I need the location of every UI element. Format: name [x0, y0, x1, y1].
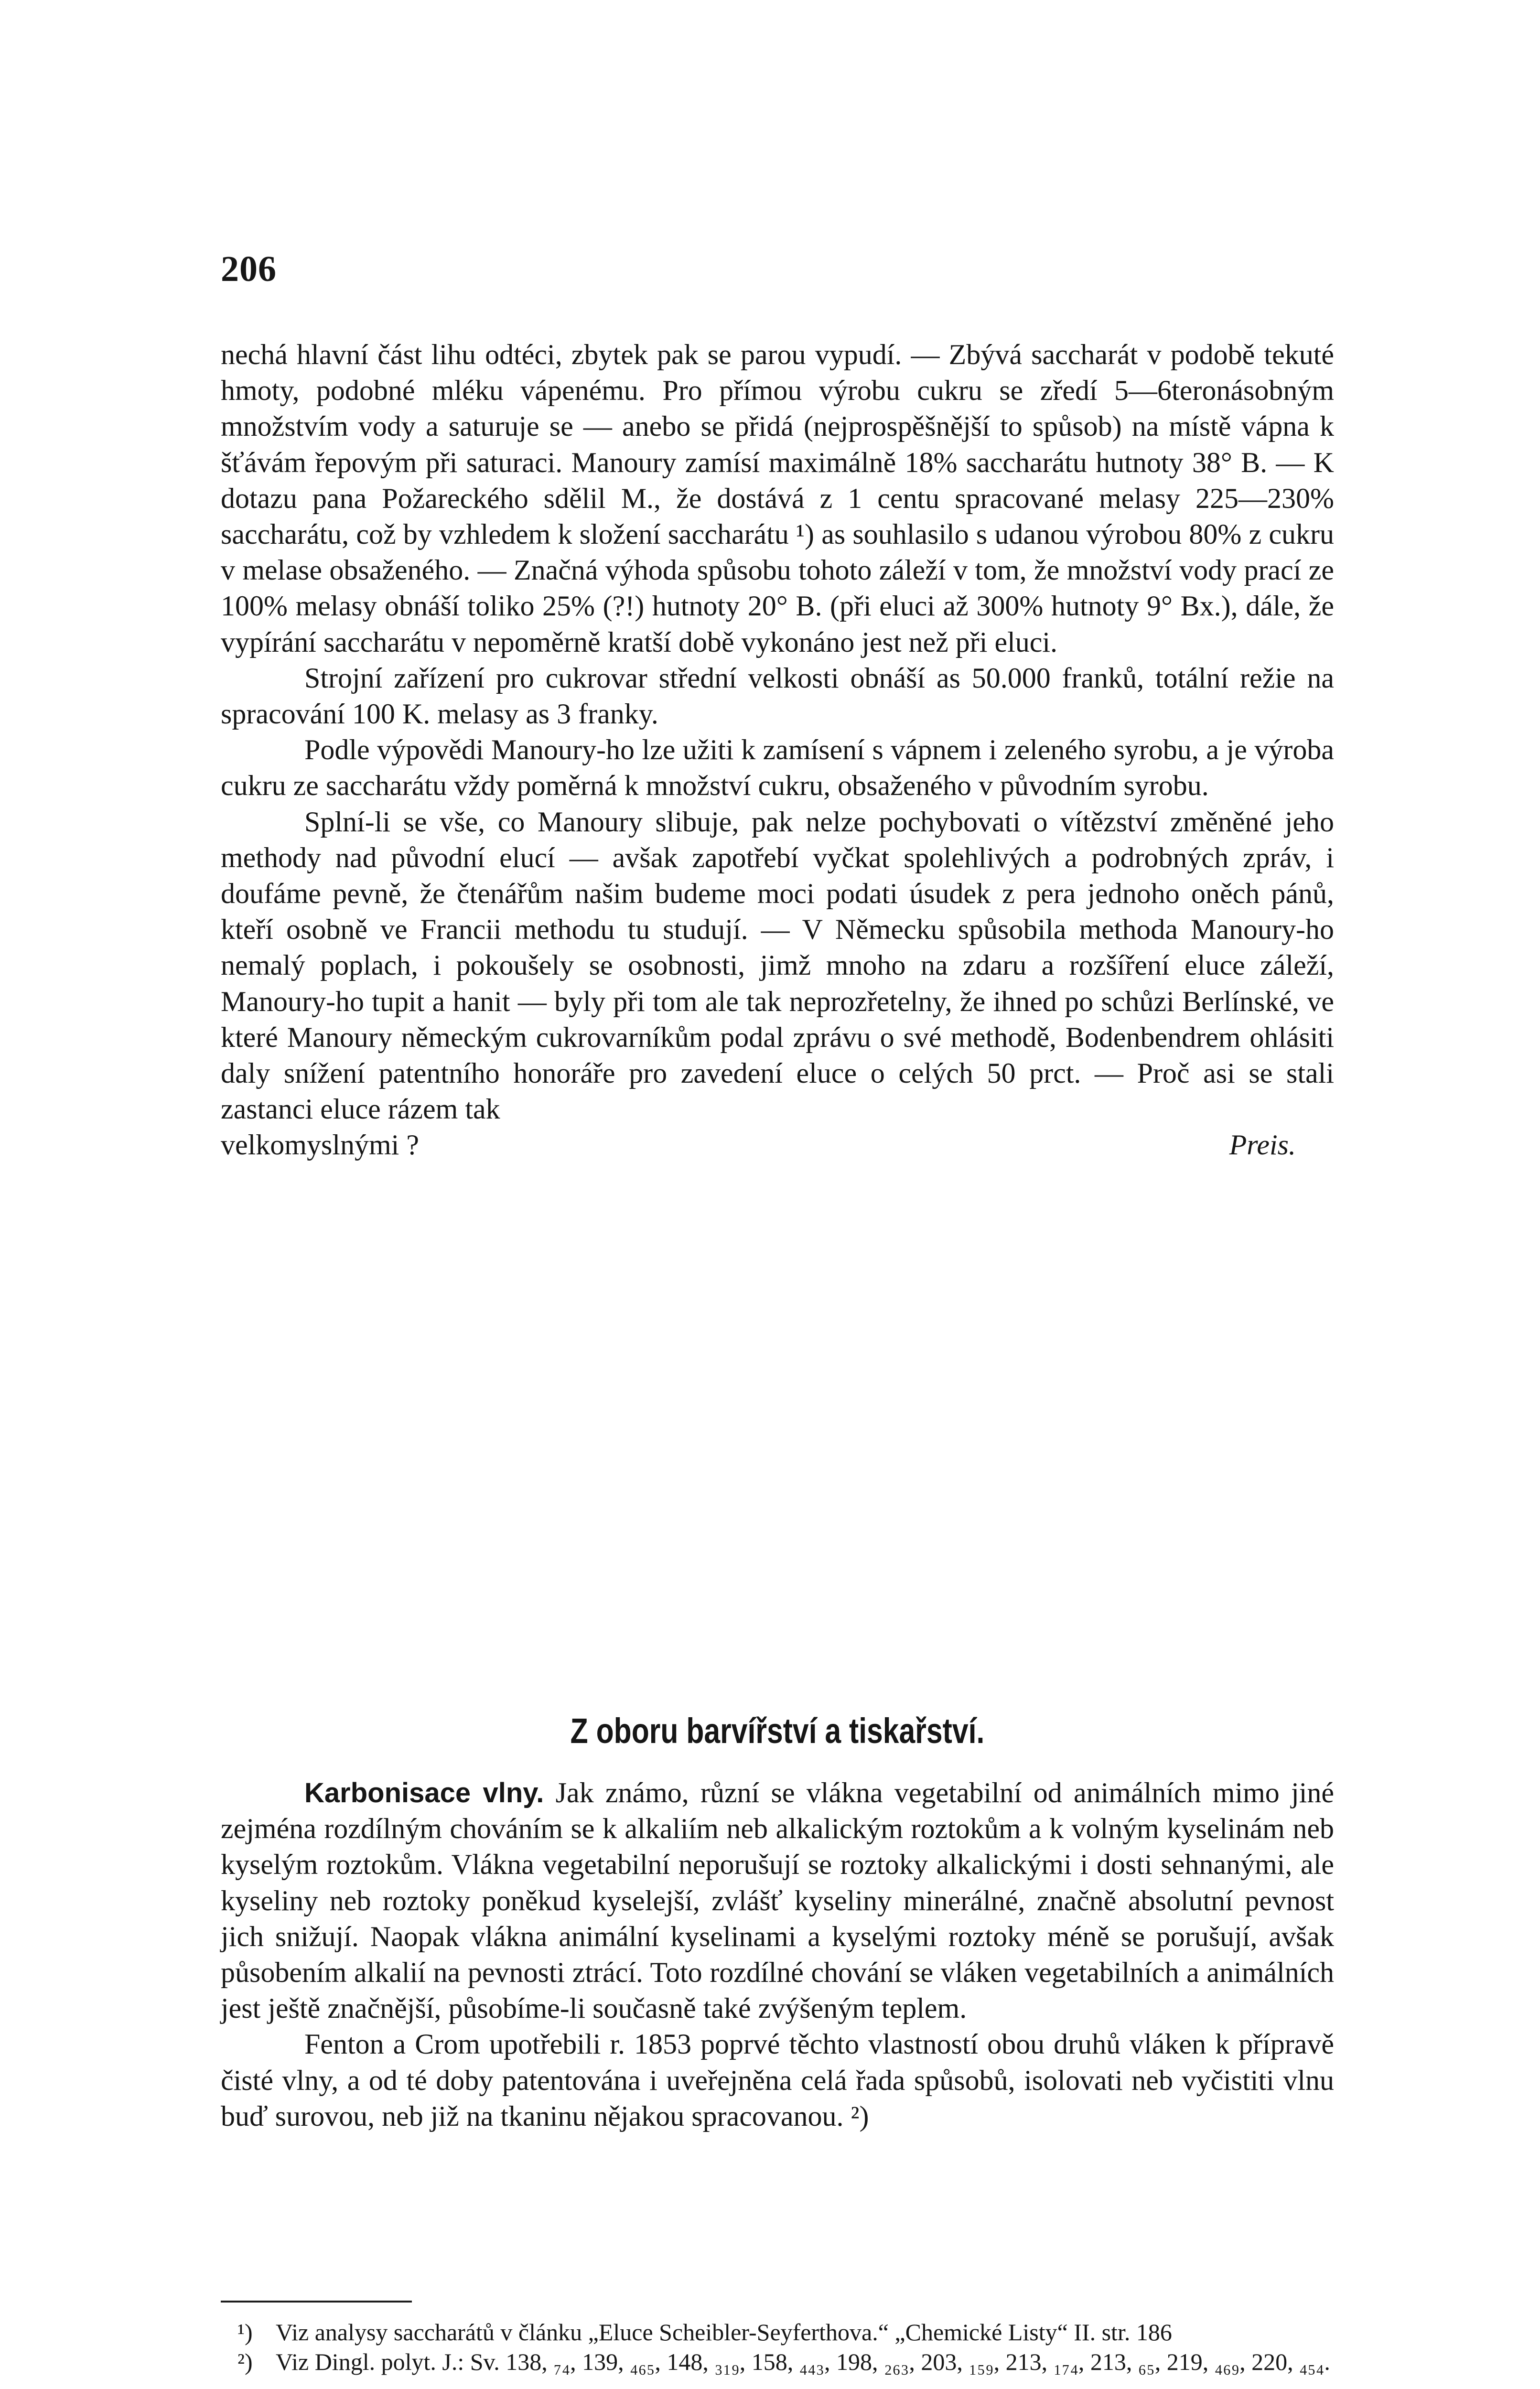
- closing-text: velkomyslnými ?: [221, 1129, 419, 1161]
- footnote-divider: [221, 2301, 412, 2303]
- author-signature: Preis.: [1229, 1129, 1296, 1161]
- footnote: [237, 2317, 1336, 2347]
- footnote-mark: ²): [237, 2348, 253, 2375]
- footnote-text: Viz analysy saccharátů v článku „Eluce Scheibler-Seyferthova.“ „Chemické Listy“ II. str. 186: [276, 2319, 1172, 2346]
- paragraph: nechá hlavní část lihu odtéci, zbytek pak se parou vypudí. — Zbývá saccharát v podobě tekuté hmoty, podobné mléku vápenému. Pro přímou výrobu cukru se zředí 5—6teronásobným množstvím vody a saturuje se — anebo se přidá (nejprospěšnější to spůsob) na místě vápna k šťávám řepovým při saturaci. Manoury zamísí maximálně 18% saccharátu hutnoty 38° B. — K dotazu pana Požareckého sdělil M., že dostává z 1 centu spracované melasy 225—230% saccharátu, což by vzhledem k složení saccharátu ¹) as souhlasilo s udanou výrobou 80% z cukru v melase obsaženého. — Značná výhoda spůsobu tohoto záleží v tom, že množství vody prací ze 100% melasy obnáší toliko 25% (?!) hutnoty 20° B. (při eluci až 300% hutnoty 9° Bx.), dále, že vypírání saccharátu v nepoměrně kratší době vykonáno jest než při eluci.: [221, 339, 1334, 658]
- paragraph-text: Jak známo, různí se vlákna vegetabilní od animálních mimo jiné zejména rozdílným chováním se k alkaliím neb alkalickým roztokům a k volným kyselinám neb kyselým roztokům. Vlákna vegetabilní neporušují se roztoky alkalickými i dosti sehnanými, ale kyseliny neb roztoky poněkud kyselejší, zvlášť kyseliny minerálné, značně absolutní pevnost jich snižují. Naopak vlákna animální kyselinami a kyselými roztoky méně se porušují, avšak působením alkalií na pevnosti ztrácí. Toto rozdílné chování se vláken vegetabilních a animálních jest ještě značnější, působíme-li současně také zvýšeným teplem.: [221, 1777, 1335, 2024]
- paragraph: Fenton a Crom upotřebili r. 1853 poprvé těchto vlastností obou druhů vláken k přípravě čisté vlny, a od té doby patentována i uveřejněna celá řada spůsobů, isolovati neb vyčistiti vlnu buď surovou, neb již na tkaninu nějakou spracovanou. ²): [221, 2028, 1334, 2132]
- section-title: Z oboru barvířství a tiskařství.: [570, 1711, 985, 1751]
- paragraph: Podle výpovědi Manoury-ho lze užiti k zamísení s vápnem i zeleného syrobu, a je výroba cukru ze saccharátu vždy poměrná k množství cukru, obsaženého v původním syrobu.: [221, 734, 1334, 802]
- section-body: [221, 1775, 1334, 2134]
- paragraph: Splní-li se vše, co Manoury slibuje, pak nelze pochybovati o vítězství změněné jeho methody nad původní elucí — avšak zapotřebí vyčkat spolehlivých a podrobných zpráv, i doufáme pevně, že čtenářům našim budeme moci podati úsudek z pera jednoho oněch pánů, kteří osobně ve Francii methodu tu studují. — V Německu spůsobila methoda Manoury-ho nemalý poplach, i pokoušely se osobnosti, jimž mnoho na zdaru a rozšíření eluce záleží, Manoury-ho tupit a hanit — byly při tom ale tak neprozřetelny, že ihned po schůzi Berlínské, ve které Manoury německým cukrovarníkům podal zprávu o své methodě, Bodenbendrem ohlásiti daly snížení patentního honoráře pro zavedení eluce o celých 50 prct. — Proč asi se stali zastanci eluce rázem tak: [221, 806, 1334, 1125]
- paragraph: [221, 1775, 1334, 2026]
- page-number: 206: [221, 249, 277, 289]
- closing-line: [221, 1127, 1334, 1163]
- footnote-mark: ¹): [237, 2319, 253, 2346]
- paragraph: Strojní zařízení pro cukrovar střední velkosti obnáší as 50.000 franků, totální režie na spracování 100 K. melasy as 3 franky.: [221, 662, 1334, 730]
- run-in-heading: Karbonisace vlny.: [304, 1777, 544, 1808]
- footnotes: [237, 2317, 1336, 2377]
- article-body: [221, 337, 1334, 1163]
- footnote-text: Viz Dingl. polyt. J.: Sv. 138, ₇₄, 139, ₄₆₅, 148, ₃₁₉, 158, ₄₄₃, 198, ₂₆₃, 203, ₁₅₉, 213, ₁₇₄, 213, ₆₅, 219, ₄₆₉, 220, ₄₅₄.: [276, 2348, 1330, 2375]
- footnote: [237, 2347, 1336, 2377]
